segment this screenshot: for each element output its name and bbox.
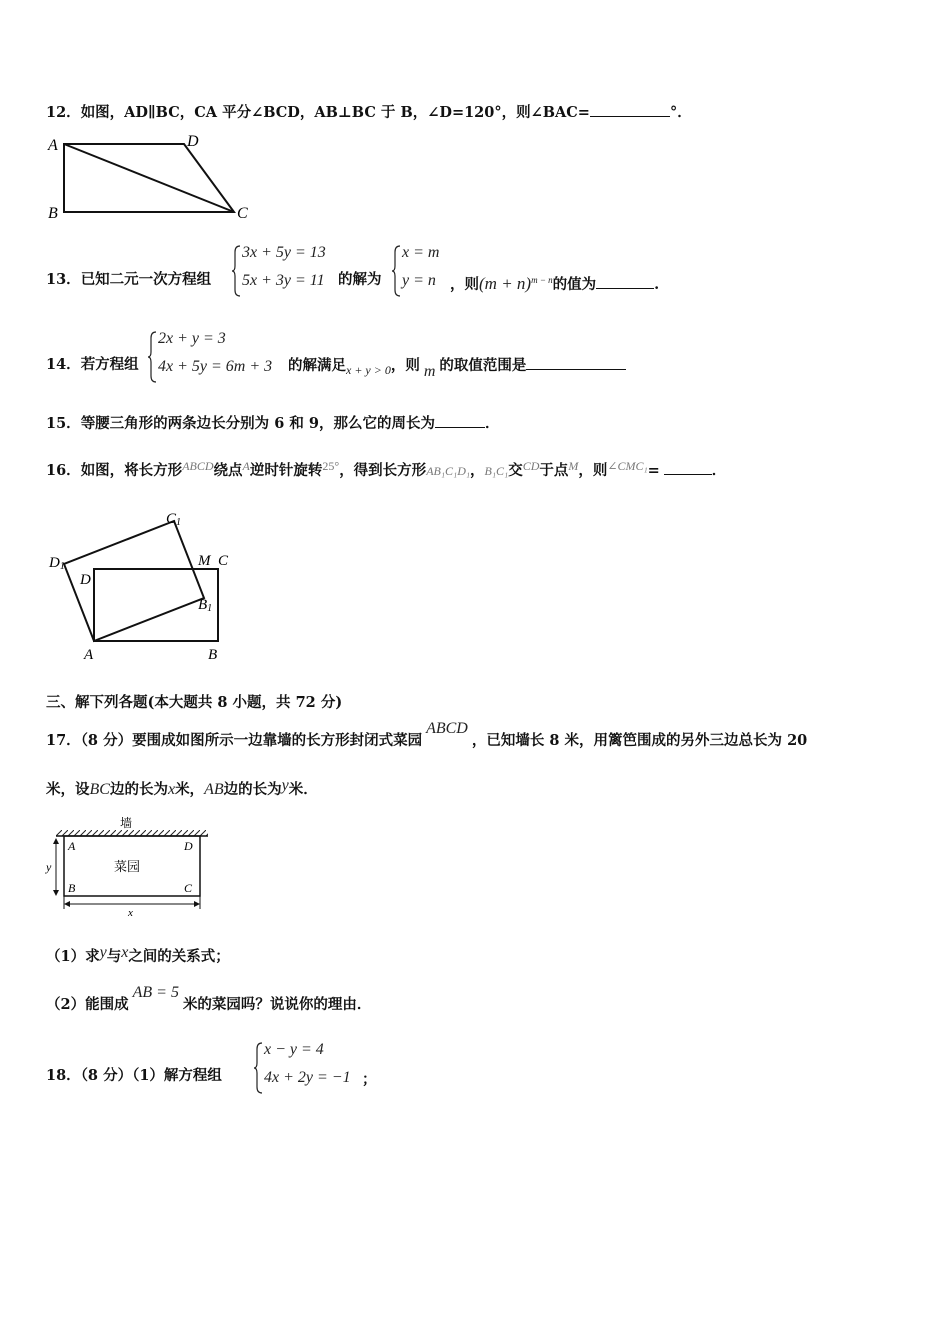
q13-sol2: y = n [402, 272, 436, 289]
q17-sub1-tail: 之间的关系式； [128, 948, 230, 965]
q14-eq1: 2x + y = 3 [158, 330, 226, 347]
q16-label-c1: C1 [166, 511, 182, 528]
q12-answer-blank[interactable] [590, 102, 670, 117]
q12-text: 如图，AD∥BC，CA 平分∠BCD，AB⊥BC 于 B，∠D=120°，则∠BAC= [80, 104, 590, 121]
q13-solution-brace [392, 244, 402, 298]
q15-text: 等腰三角形的两条边长分别为 6 和 9，那么它的周长为 [80, 415, 436, 432]
q13-pre: 已知二元一次方程组 [80, 271, 212, 288]
q17-sub1-label: （1）求 [46, 948, 100, 965]
q17-garden-label: 菜园 [114, 859, 141, 874]
q14-answer-blank[interactable] [526, 355, 626, 370]
q17-sub1-mid: 与 [106, 948, 122, 965]
q15-answer-blank[interactable] [435, 413, 485, 428]
q16-b1c1: B₁C₁ [484, 464, 509, 478]
q17-line1 [46, 720, 808, 751]
q13-eq1: 3x + 5y = 13 [242, 244, 326, 261]
q17-sub2-cond: AB = 5 [132, 984, 179, 1001]
q14-number: 14． [46, 356, 81, 373]
q12-line [46, 102, 692, 123]
q16-abcd: ABCD [182, 459, 214, 473]
q17-number: 17． [46, 732, 81, 749]
q16-p5: ， [470, 462, 485, 479]
q12-label-d: D [187, 133, 199, 150]
q16-p3: 逆时针旋转 [249, 462, 323, 479]
q13-answer-blank[interactable] [596, 274, 654, 289]
q16-p9: = [647, 462, 660, 479]
q16-label-m: M [198, 553, 211, 569]
q17-x: x [167, 781, 176, 798]
section3-heading: 三、解下列各题(本大题共 8 小题，共 72 分) [46, 694, 343, 711]
q16-line: 16．如图，将长方形$^{ABCD}$绕点$^A$逆时针旋转$^{25^\circ}$，得到长方形AB₁C₁D₁，B₁C₁交$^{CD}$于点$^M$，则$^{\angle CMC_1}$= ． [46, 459, 727, 479]
q16-p6: 交 [508, 462, 523, 479]
q16-label-b: B [208, 647, 218, 663]
q17-l2c: 米， [175, 781, 205, 798]
q16-a: A [242, 459, 250, 473]
q13-mid: 的解为 [338, 271, 382, 288]
q16-p2: 绕点 [213, 462, 243, 479]
q14-eq2: 4x + 5y = 6m + 3 [158, 358, 273, 375]
q17-score: （8 分） [80, 732, 133, 749]
q16-label-c: C [218, 553, 229, 569]
q17-x-label: x [128, 907, 133, 918]
q13-eq2: 5x + 3y = 11 [242, 272, 325, 289]
q16-label-a: A [84, 647, 94, 663]
q16-answer-blank[interactable] [664, 460, 712, 475]
q17-y: y [281, 777, 289, 794]
q17-sub1 [46, 944, 230, 967]
q17-bc: BC [89, 781, 110, 798]
q14-tail-line [288, 355, 626, 380]
q16-p7: 于点 [539, 462, 569, 479]
q17-l2e: 米． [288, 781, 318, 798]
q14-mid: 的解满足 [288, 357, 346, 374]
q16-cd: CD [522, 459, 540, 473]
q12-number: 12． [46, 104, 81, 121]
q17-y-label: y [46, 860, 52, 874]
q17-sub2 [46, 984, 372, 1015]
q18-number: 18． [46, 1067, 81, 1084]
q16-m: M [568, 459, 579, 473]
q16-p4: ，得到长方形 [339, 462, 427, 479]
q13-line [46, 270, 211, 290]
q14-var-m: m [423, 363, 436, 380]
q13-expr: (m + n) [479, 273, 532, 293]
q17-l2d: 边的长为 [223, 781, 282, 798]
q17-line2 [46, 777, 318, 800]
q13-number: 13． [46, 271, 81, 288]
q12-label-b: B [48, 205, 58, 222]
q14-tail: 的取值范围是 [439, 357, 527, 374]
q13-then: ，则 [450, 275, 479, 293]
q13-tail-line: ，则$(m + n)^{m - n}$的值为 . [450, 273, 660, 293]
q14-line [46, 355, 139, 375]
q15-number: 15． [46, 415, 81, 432]
q17-ab: AB [204, 781, 224, 798]
q15-line: 15．等腰三角形的两条边长分别为 6 和 9，那么它的周长为 ． [46, 415, 500, 432]
q17-abcd: ABCD [426, 720, 468, 737]
q17-l2a: 米，设 [46, 781, 90, 798]
q16-angle: ∠CMC₁ [607, 459, 648, 473]
q17-label-b: B [68, 881, 76, 895]
q16-figure [46, 505, 246, 665]
q17-sub1-x: x [121, 944, 129, 961]
q16-p8: ，则 [578, 462, 608, 479]
q13-exponent: m − n [531, 275, 553, 285]
q13-brace [232, 244, 242, 298]
q18-tail: ； [362, 1071, 377, 1088]
q17-label-c: C [184, 881, 193, 895]
q18-brace [254, 1041, 264, 1095]
q13-sol1: x = m [402, 244, 440, 261]
q18-eq1: x − y = 4 [264, 1041, 324, 1058]
q16-label-d1: D1 [49, 555, 65, 572]
q17-wall-hatch [56, 830, 208, 836]
q17-p1: 要围成如图所示一边靠墙的长方形封闭式菜园 [132, 732, 423, 749]
q17-label-a: A [68, 839, 76, 853]
q16-label-b1: B1 [198, 597, 213, 614]
q16-label-d: D [80, 572, 91, 588]
q14-brace [148, 330, 158, 384]
q18-score: （8 分） [80, 1067, 133, 1084]
q14-pre: 若方程组 [80, 356, 139, 373]
q14-condition: x + y > 0 [346, 363, 391, 377]
q17-label-d: D [184, 839, 193, 853]
q12-label-a: A [48, 137, 58, 154]
q17-sub2-label: （2）能围成 [46, 996, 129, 1013]
q16-deg: 25° [322, 459, 340, 473]
q18-eq2: 4x + 2y = −1 [264, 1069, 351, 1086]
q14-then: ，则 [390, 357, 420, 374]
q16-number: 16． [46, 462, 81, 479]
q17-p2: ，已知墙长 8 米，用篱笆围成的另外三边总长为 20 [471, 732, 808, 749]
q12-figure [44, 128, 264, 228]
q18-line [46, 1066, 222, 1086]
q17-l2b: 边的长为 [109, 781, 168, 798]
q12-tail: °． [669, 104, 692, 121]
q13-tail: 的值为 [552, 275, 597, 293]
q17-figure [44, 812, 214, 918]
q16-ab1c1d1: AB₁C₁D₁ [426, 464, 471, 478]
q16-p1: 如图，将长方形 [80, 462, 183, 479]
q18-sub: （1）解方程组 [132, 1067, 222, 1084]
q12-label-c: C [237, 205, 248, 222]
q17-sub2-tail: 米的菜园吗？说说你的理由． [182, 996, 372, 1013]
q17-sub1-y: y [99, 944, 107, 961]
q17-wall-label: 墙 [120, 816, 133, 830]
